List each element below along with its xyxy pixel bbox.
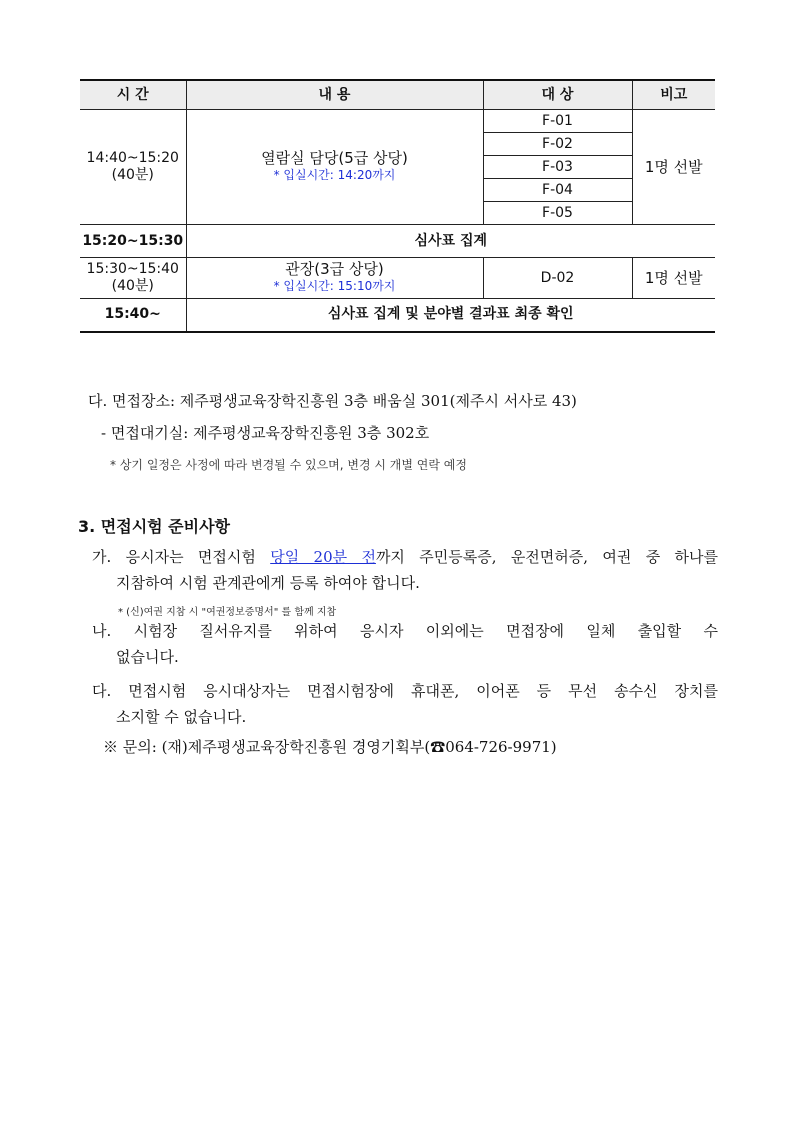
- duration-text: (40분): [111, 167, 154, 183]
- content-cell: 심사표 집계: [186, 225, 715, 258]
- interview-location: 다. 면접장소: 제주평생교육장학진흥원 3층 배움실 301(제주시 서사로 43): [88, 392, 577, 410]
- target-cell: F-02: [483, 133, 632, 156]
- target-cell: D-02: [483, 258, 632, 299]
- time-cell: [80, 258, 186, 299]
- table-row: [80, 225, 715, 258]
- time-text: 15:30~15:40: [86, 261, 179, 277]
- time-text: 14:40~15:20: [86, 150, 179, 166]
- content-cell: [186, 110, 483, 225]
- table-row: [80, 258, 715, 299]
- time-cell: 15:40~: [80, 299, 186, 332]
- remark-cell: 1명 선발: [632, 258, 715, 299]
- header-time: 시 간: [80, 80, 186, 110]
- contact-info: ※ 문의: (재)제주평생교육장학진흥원 경영기획부(☎064-726-9971): [103, 738, 557, 756]
- target-cell: F-03: [483, 156, 632, 179]
- section-title: 3. 면접시험 준비사항: [78, 517, 230, 536]
- passport-note: * (신)여권 지참 시 "여권정보증명서" 를 함께 지참: [118, 607, 337, 618]
- item-da: [92, 678, 718, 730]
- table-row: [80, 299, 715, 332]
- item-da-line2: 소지할 수 없습니다.: [116, 708, 247, 726]
- time-cell: [80, 110, 186, 225]
- duration-text: (40분): [111, 278, 154, 294]
- schedule-table: [80, 79, 715, 333]
- entry-time-note: * 입실시간: 15:10까지: [273, 279, 396, 293]
- target-cell: F-05: [483, 202, 632, 225]
- target-cell: F-01: [483, 110, 632, 133]
- target-cell: F-04: [483, 179, 632, 202]
- content-cell: 심사표 집계 및 분야별 결과표 최종 확인: [186, 299, 715, 332]
- header-remark: 비고: [632, 80, 715, 110]
- item-na-line2: 없습니다.: [116, 648, 179, 666]
- table-row: [80, 110, 715, 133]
- content-text: 관장(3급 상당): [285, 260, 384, 278]
- header-content: 내 용: [186, 80, 483, 110]
- remark-cell: 1명 선발: [632, 110, 715, 225]
- item-na: [92, 618, 718, 670]
- table-header-row: [80, 80, 715, 110]
- item-ga-line1: [92, 544, 718, 570]
- item-ga-suffix: 까지 주민등록증, 운전면허증, 여권 중 하나를: [375, 548, 718, 566]
- waiting-room: - 면접대기실: 제주평생교육장학진흥원 3층 302호: [101, 424, 430, 442]
- content-text: 열람실 담당(5급 상당): [261, 149, 408, 167]
- content-cell: [186, 258, 483, 299]
- item-ga-line2: 지참하여 시험 관계관에게 등록 하여야 합니다.: [116, 574, 420, 592]
- item-na-line1: 나. 시험장 질서유지를 위하여 응시자 이외에는 면접장에 일체 출입할 수: [92, 622, 718, 640]
- item-da-line1: 다. 면접시험 응시대상자는 면접시험장에 휴대폰, 이어폰 등 무선 송수신 장치를: [92, 682, 718, 700]
- item-ga: [92, 544, 718, 596]
- schedule-change-note: * 상기 일정은 사정에 따라 변경될 수 있으며, 변경 시 개별 연락 예정: [110, 458, 467, 472]
- time-cell: 15:20~15:30: [80, 225, 186, 258]
- item-ga-prefix: 가. 응시자는 면접시험: [92, 548, 271, 566]
- header-target: 대 상: [483, 80, 632, 110]
- deadline-link[interactable]: 당일 20분 전: [270, 548, 376, 566]
- entry-time-note: * 입실시간: 14:20까지: [273, 168, 396, 182]
